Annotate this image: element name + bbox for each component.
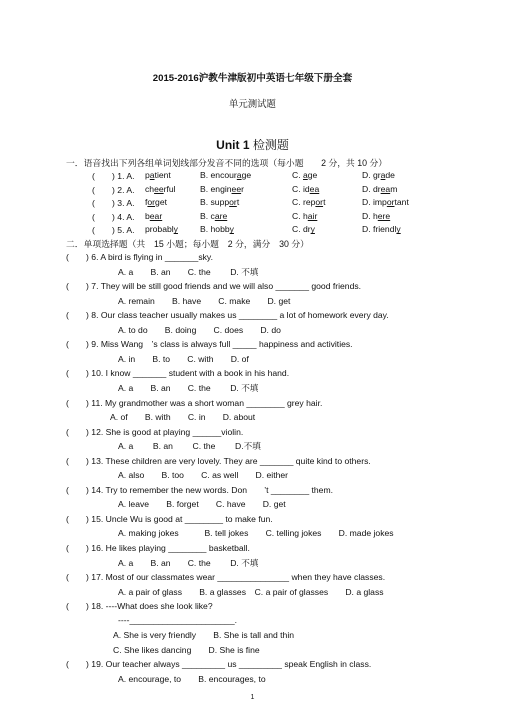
question-stem: ( ) 13. These children are very lovely. They are _______ quite kind to others. — [66, 455, 371, 466]
option-part: or — [315, 197, 324, 208]
option-part: ere — [377, 210, 391, 221]
option-part: D. dr — [362, 183, 381, 194]
answer-options: A. a B. an C. the D. 不填 — [118, 382, 259, 393]
page-number: 1 — [250, 694, 255, 701]
answer-options: A. leave B. forget C. have D. get — [118, 499, 286, 510]
option-part: get — [155, 197, 167, 208]
unit-label: Unit 1 — [216, 138, 250, 152]
option-part: B. supp — [200, 197, 230, 208]
option-part: D. friendl — [362, 224, 397, 235]
answer-options: A. remain B. have C. make D. get — [118, 295, 291, 306]
phonetic-option — [292, 211, 317, 221]
phonetic-question: ( ) 1. A. — [92, 171, 135, 181]
option-part: b — [145, 210, 150, 221]
phonetic-option — [145, 170, 171, 180]
answer-options: A. also B. too C. as well D. either — [118, 470, 289, 481]
option-part: y — [310, 224, 315, 235]
option-part: C. id — [292, 183, 310, 194]
phonetic-option — [362, 211, 390, 221]
option-part: or — [147, 197, 156, 208]
option-part: r — [241, 183, 244, 194]
question-stem: ( ) 8. Our class teacher usually makes us ________ a lot of homework every day. — [66, 310, 389, 321]
question-stem: ( ) 11. My grandmother was a short woman ________ grey hair. — [66, 397, 323, 408]
phonetic-question: ( ) 2. A. — [92, 184, 135, 195]
option-part: ge — [241, 170, 252, 180]
unit-title: 检测题 — [249, 138, 289, 152]
option-part: tant — [394, 197, 409, 208]
question-stem: ( ) 12. She is good at playing ______violin. — [66, 426, 244, 437]
section-heading-choice: 二．单项选择题（共 15 小题；每小题 2 分，满分 30 分） — [66, 239, 309, 249]
phonetic-option — [292, 197, 325, 207]
answer-options: A. a B. an C. the D. 不填 — [118, 266, 259, 277]
question-stem: ( ) 18. ----What does she look like? — [66, 601, 213, 612]
phonetic-option — [362, 170, 395, 180]
document-title — [0, 70, 505, 84]
phonetic-option — [200, 197, 239, 207]
phonetic-option — [292, 224, 315, 234]
answer-options: A. of B. with C. in D. about — [110, 412, 256, 423]
option-part: or — [229, 197, 237, 208]
question-stem: ( ) 17. Most of our classmates wear _______________ when they have classes. — [66, 572, 386, 583]
answer-options: A. making jokes B. tell jokes C. telling jokes D. made jokes — [118, 528, 394, 539]
phonetic-option — [292, 184, 319, 194]
question-stem: ( ) 6. A bird is flying in _______sky. — [66, 252, 213, 262]
phonetic-option — [292, 170, 317, 180]
option-part: ch — [145, 183, 155, 194]
option-part: ea — [380, 183, 391, 194]
phonetic-option — [145, 184, 176, 194]
option-part: B. hobb — [200, 224, 230, 235]
option-part: m — [390, 183, 398, 194]
phonetic-option — [145, 197, 167, 207]
answer-options: A. a B. an C. the D.不填 — [118, 441, 261, 452]
answer-options: C. She likes dancing D. She is fine — [113, 644, 260, 655]
phonetic-option — [362, 184, 397, 194]
option-part: probabl — [145, 224, 174, 235]
option-part: a — [236, 170, 242, 180]
option-part: y — [173, 224, 178, 235]
option-part: y — [396, 224, 401, 235]
option-part: D. h — [362, 210, 378, 221]
phonetic-question: ( ) 4. A. — [92, 211, 135, 222]
answer-options: A. a pair of glass B. a glasses C. a pair of glasses D. a glass — [118, 586, 384, 597]
option-part: rful — [163, 183, 176, 194]
option-part: B. encour — [200, 170, 237, 180]
question-stem: ( ) 19. Our teacher always _________ us _________ speak English in class. — [66, 659, 372, 670]
option-part: de — [385, 170, 395, 180]
option-part: ee — [231, 183, 242, 194]
option-part: a — [380, 170, 386, 180]
option-part: or — [386, 197, 395, 208]
phonetic-option — [200, 170, 251, 180]
option-part: ge — [307, 170, 318, 180]
phonetic-option — [200, 224, 234, 234]
section-heading-phonetics: 一．语音找出下列各组单词划线部分发音不同的选项（每小题 2 分，共 10 分） — [66, 158, 388, 168]
option-part: y — [229, 224, 234, 235]
option-part: C. dr — [292, 224, 311, 235]
question-stem: ( ) 10. I know _______ student with a book in his hand. — [66, 368, 290, 379]
option-part: D. gr — [362, 170, 381, 180]
question-stem: ( ) 15. Uncle Wu is good at ________ to make fun. — [66, 513, 273, 524]
phonetic-option — [362, 197, 409, 207]
unit-heading — [0, 136, 505, 153]
question-stem: ( ) 14. Try to remember the new words. Don ’t ________ them. — [66, 484, 333, 495]
phonetic-option — [145, 224, 178, 234]
option-part: B. c — [200, 210, 215, 221]
phonetic-option — [200, 184, 244, 194]
phonetic-question: ( ) 5. A. — [92, 225, 135, 236]
phonetic-option — [145, 211, 162, 221]
option-part: t — [236, 197, 240, 208]
document-subtitle: 单元测试题 — [229, 98, 276, 109]
option-part: B. engin — [200, 183, 232, 194]
option-part: C. rep — [292, 197, 316, 208]
phonetic-option — [362, 224, 401, 234]
phonetic-option — [200, 211, 227, 221]
answer-options: A. a B. an C. the D. 不填 — [118, 557, 259, 568]
question-stem: ( ) 16. He likes playing ________ basketball. — [66, 543, 250, 553]
title-year: 2015-2016 — [152, 73, 199, 84]
option-part: ee — [154, 183, 164, 194]
option-part: C. — [292, 170, 303, 180]
answer-options: A. to do B. doing C. does D. do — [118, 324, 281, 335]
option-part: tient — [154, 170, 171, 180]
question-stem: ( ) 7. They will be still good friends and we will also _______ good friends. — [66, 281, 362, 292]
option-part: air — [307, 210, 318, 221]
option-part: are — [214, 210, 228, 221]
option-part: p — [145, 170, 150, 180]
option-part: a — [149, 170, 155, 180]
option-part: a — [302, 170, 308, 180]
question-stem: ( ) 9. Miss Wang ’s class is always full _____ happiness and activities. — [66, 339, 353, 350]
option-part: C. h — [292, 210, 308, 221]
option-part: ear — [149, 210, 163, 221]
phonetic-question: ( ) 3. A. — [92, 198, 135, 209]
option-part: t — [323, 197, 326, 208]
option-part: f — [145, 197, 148, 208]
option-part: ea — [309, 183, 320, 194]
title-text: 沪教牛津版初中英语七年级下册全套 — [198, 73, 353, 84]
answer-options: A. encourage, to B. encourages, to — [118, 673, 266, 684]
option-part: D. imp — [362, 197, 387, 208]
answer-options: A. in B. to C. with D. of — [118, 353, 249, 364]
answer-options: A. She is very friendly B. She is tall and thin — [113, 630, 295, 641]
answer-options: ----______________________. — [118, 614, 237, 625]
